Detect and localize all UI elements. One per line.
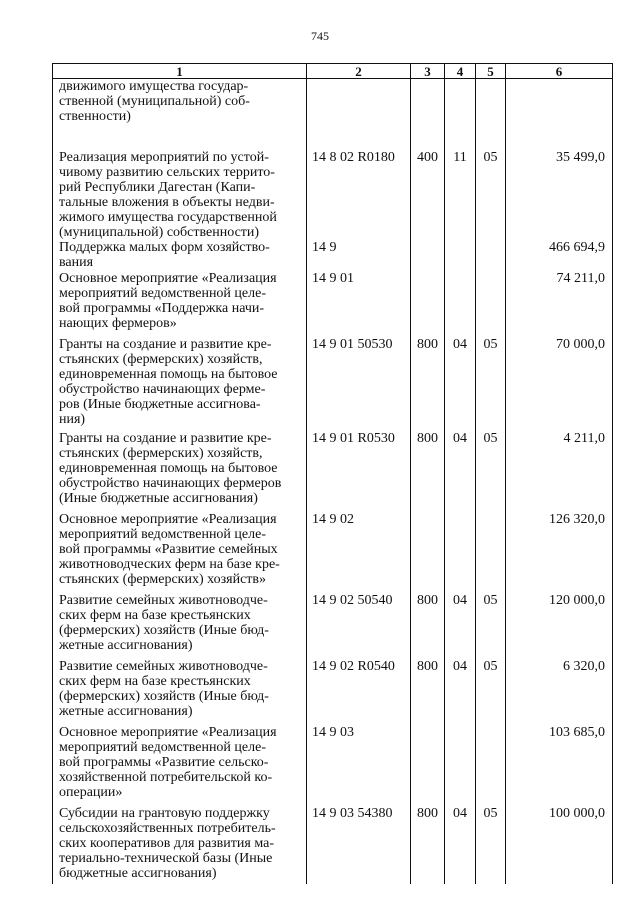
row-col5 (476, 79, 506, 151)
row-amount: 120 000,0 (506, 593, 613, 659)
row-col4: 11 (445, 150, 476, 240)
col-header-3: 3 (411, 64, 445, 79)
row-col3 (411, 271, 445, 337)
row-col4: 04 (445, 806, 476, 884)
row-code: 14 9 (307, 240, 411, 271)
row-code: 14 9 03 54380 (307, 806, 411, 884)
row-name-text: Реализация мероприятий по устой- чивому развитию сельских террито- рий Республики Дагестан (Капи- тальные вложения в объекты недви- жимого имущества государственной (муниципальной) собственности) (59, 150, 277, 240)
row-code: 14 9 02 50540 (307, 593, 411, 659)
col-header-5: 5 (476, 64, 506, 79)
table-row (53, 271, 613, 337)
row-amount: 100 000,0 (506, 806, 613, 884)
row-name (53, 431, 307, 512)
row-col5: 05 (476, 806, 506, 884)
row-name (53, 150, 307, 240)
row-amount: 70 000,0 (506, 337, 613, 431)
row-name (53, 806, 307, 884)
row-amount: 126 320,0 (506, 512, 613, 593)
page-number: 745 (311, 29, 329, 43)
table-row (53, 659, 613, 725)
table-row (53, 806, 613, 884)
row-code: 14 8 02 R0180 (307, 150, 411, 240)
row-code: 14 9 01 R0530 (307, 431, 411, 512)
row-name (53, 271, 307, 337)
row-col4: 04 (445, 593, 476, 659)
table-row (53, 240, 613, 271)
row-name-text: движимого имущества государ- ственной (муниципальной) соб- ственности) (59, 79, 250, 124)
row-col3: 800 (411, 337, 445, 431)
row-col4 (445, 271, 476, 337)
header-row (53, 64, 613, 79)
row-col4 (445, 725, 476, 806)
row-col4: 04 (445, 337, 476, 431)
row-col3: 800 (411, 659, 445, 725)
row-amount: 6 320,0 (506, 659, 613, 725)
row-name (53, 512, 307, 593)
row-col3: 400 (411, 150, 445, 240)
col-header-4: 4 (445, 64, 476, 79)
row-col5: 05 (476, 659, 506, 725)
row-code: 14 9 01 (307, 271, 411, 337)
row-name-text: Субсидии на грантовую поддержку сельскохозяйственных потребитель- ских кооперативов для развития ма- териально-технической базы (Иные бюджетные ассигнования) (59, 806, 276, 881)
row-col5 (476, 271, 506, 337)
row-col4: 04 (445, 659, 476, 725)
row-col3 (411, 79, 445, 151)
row-col3: 800 (411, 806, 445, 884)
row-col3: 800 (411, 431, 445, 512)
row-code: 14 9 02 (307, 512, 411, 593)
col-header-name: 1 (53, 64, 307, 79)
row-col3 (411, 240, 445, 271)
row-col4: 04 (445, 431, 476, 512)
budget-table (52, 63, 613, 884)
row-col5: 05 (476, 150, 506, 240)
table-row (53, 79, 613, 151)
row-amount: 74 211,0 (506, 271, 613, 337)
row-col5: 05 (476, 431, 506, 512)
row-col5 (476, 725, 506, 806)
row-col4 (445, 240, 476, 271)
row-col3: 800 (411, 593, 445, 659)
row-amount: 466 694,9 (506, 240, 613, 271)
row-name-text: Развитие семейных животноводче- ских ферм на базе крестьянских (фермерских) хозяйств (Иные бюд- жетные ассигнования) (59, 659, 269, 719)
row-col4 (445, 79, 476, 151)
table-row (53, 593, 613, 659)
row-code (307, 79, 411, 151)
col-header-amount: 6 (506, 64, 613, 79)
row-name (53, 593, 307, 659)
row-name-text: Основное мероприятие «Реализация мероприятий ведомственной целе- вой программы «Поддержка начи- нающих фермеров» (59, 271, 277, 331)
table-row (53, 431, 613, 512)
row-name (53, 725, 307, 806)
row-name-text: Основное мероприятие «Реализация мероприятий ведомственной целе- вой программы «Развитие семейных животноводческих ферм на базе кре- стьянских (фермерских) хозяйств» (59, 512, 280, 587)
table-row (53, 150, 613, 240)
row-name (53, 79, 307, 151)
row-code: 14 9 03 (307, 725, 411, 806)
row-name-text: Развитие семейных животноводче- ских ферм на базе крестьянских (фермерских) хозяйств (Иные бюд- жетные ассигнования) (59, 593, 269, 653)
row-col4 (445, 512, 476, 593)
table-row (53, 512, 613, 593)
table-row (53, 337, 613, 431)
row-code: 14 9 02 R0540 (307, 659, 411, 725)
row-code: 14 9 01 50530 (307, 337, 411, 431)
row-col3 (411, 512, 445, 593)
row-amount: 35 499,0 (506, 150, 613, 240)
row-col5: 05 (476, 593, 506, 659)
row-name-text: Гранты на создание и развитие кре- стьянских (фермерских) хозяйств, единовременная помощь на бытовое обустройство начинающих ферме- ров (Иные бюджетные ассигнова- ния) (59, 337, 278, 427)
table-row (53, 725, 613, 806)
row-col5 (476, 512, 506, 593)
row-name (53, 659, 307, 725)
row-col5 (476, 240, 506, 271)
row-name-text: Поддержка малых форм хозяйство- вания (59, 240, 270, 270)
row-col3 (411, 725, 445, 806)
row-name (53, 337, 307, 431)
row-amount: 4 211,0 (506, 431, 613, 512)
row-name-text: Основное мероприятие «Реализация мероприятий ведомственной целе- вой программы «Развитие сельско- хозяйственной потребительской ко- операции» (59, 725, 277, 800)
row-col5: 05 (476, 337, 506, 431)
row-amount (506, 79, 613, 151)
row-name-text: Гранты на создание и развитие кре- стьянских (фермерских) хозяйств, единовременная помощь на бытовое обустройство начинающих фермеров (Иные бюджетные ассигнования) (59, 431, 282, 506)
row-name (53, 240, 307, 271)
row-amount: 103 685,0 (506, 725, 613, 806)
col-header-code: 2 (307, 64, 411, 79)
